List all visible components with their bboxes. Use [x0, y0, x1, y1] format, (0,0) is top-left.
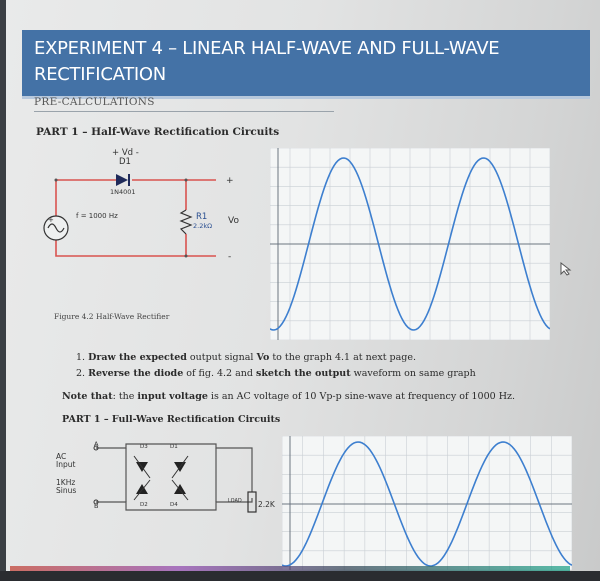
- half-wave-graph: [270, 148, 550, 340]
- page-title: [34, 36, 504, 88]
- bridge-branch: [134, 480, 150, 500]
- figure-caption: Figure 4.2 Half-Wave Rectifier: [54, 312, 170, 321]
- d3-label: D3: [140, 444, 148, 450]
- title-line-2: RECTIFICATION: [34, 64, 166, 85]
- sinus-label: Sinus: [56, 486, 77, 495]
- output-plus: +: [226, 176, 234, 186]
- part2-heading: PART 1 – Full-Wave Rectification Circuits: [62, 414, 281, 425]
- bridge-wire-top: [96, 444, 252, 492]
- source-plus-label: +: [48, 216, 54, 224]
- mouse-cursor-icon: [560, 262, 572, 276]
- resistor-label: R1: [196, 212, 208, 222]
- wire-bottom: [56, 240, 216, 256]
- pre-calculations-heading: PRE-CALCULATIONS: [34, 96, 155, 108]
- resistor-value: 2.2kΩ: [193, 222, 213, 230]
- note-line: [62, 391, 515, 402]
- output-label: Vo: [228, 216, 239, 226]
- bridge-branch: [172, 480, 188, 500]
- diode-part-number: 1N4001: [110, 188, 136, 196]
- output-minus: -: [228, 252, 232, 262]
- list-bold-2: Vo: [256, 352, 270, 363]
- d4-label: D4: [170, 502, 178, 508]
- resistor-symbol: [181, 210, 191, 234]
- node-b-label: B: [94, 502, 99, 510]
- instruction-item-2: [76, 368, 476, 379]
- half-wave-schematic: [36, 146, 256, 271]
- d2-label: D2: [140, 502, 148, 508]
- full-wave-graph: [282, 436, 572, 570]
- note-text-1: : the: [112, 391, 138, 402]
- title-banner: [22, 30, 590, 96]
- graph1-canvas: [270, 148, 550, 340]
- heading-divider: [34, 111, 334, 112]
- list-bold-1: Draw the expected: [88, 352, 187, 363]
- ac-label: AC: [56, 452, 67, 461]
- load-value: 2.2K: [258, 500, 275, 509]
- note-text-2: is an AC voltage of 10 Vp-p sine-wave at frequency of 1000 Hz.: [207, 391, 515, 402]
- list-post: waveform on same graph: [350, 368, 476, 379]
- diode-symbol: [116, 174, 128, 186]
- list-bold-1: Reverse the diode: [88, 368, 184, 379]
- note-bold-1: Note that: [62, 391, 113, 402]
- list-number: 2.: [76, 368, 86, 379]
- monitor-bezel-left: [0, 0, 6, 581]
- node-dot: [185, 179, 188, 182]
- title-line-1: EXPERIMENT 4 – LINEAR HALF-WAVE AND FULL-WAVE: [34, 38, 500, 59]
- node-dot: [185, 255, 188, 258]
- note-bold-2: input voltage: [137, 391, 208, 402]
- node-a-label: A: [94, 440, 99, 448]
- load-label: LOAD: [228, 498, 242, 504]
- instruction-item-1: [76, 352, 416, 363]
- list-number: 1.: [76, 352, 86, 363]
- list-bold-2: sketch the output: [256, 368, 351, 379]
- node-dot: [55, 179, 58, 182]
- full-wave-schematic: [56, 436, 281, 546]
- list-mid: output signal: [186, 352, 257, 363]
- d1-label: D1: [170, 444, 178, 450]
- list-mid: of fig. 4.2 and: [183, 368, 256, 379]
- vd-label: + Vd -: [112, 148, 139, 158]
- input-label: Input: [56, 460, 76, 469]
- part1-heading: PART 1 – Half-Wave Rectification Circuits: [36, 126, 280, 138]
- list-post: to the graph 4.1 at next page.: [269, 352, 417, 363]
- freq-label: 1KHz: [56, 478, 76, 487]
- source-frequency-label: f = 1000 Hz: [76, 212, 118, 220]
- diode-label: D1: [119, 157, 131, 167]
- bridge-branch: [134, 456, 150, 478]
- bridge-branch: [172, 456, 188, 478]
- monitor-bezel-bottom: [0, 571, 600, 581]
- graph2-canvas: [282, 436, 572, 570]
